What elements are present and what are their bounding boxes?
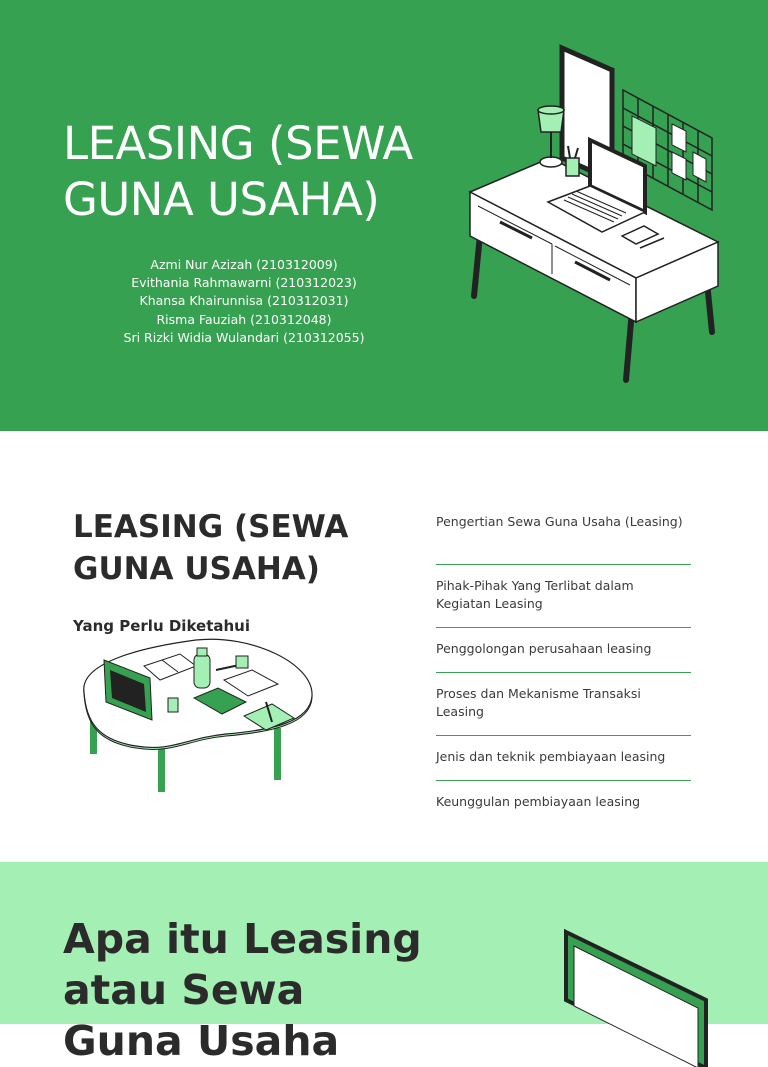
slide-title: LEASING (SEWA GUNA USAHA)	[63, 117, 413, 226]
list-item: Jenis dan teknik pembiayaan leasing	[436, 736, 691, 781]
slide-subtitle: Yang Perlu Diketahui	[73, 617, 250, 635]
monitor-illustration	[556, 928, 736, 1038]
author-name: Khansa Khairunnisa (210312031)	[139, 293, 349, 309]
list-item: Pihak-Pihak Yang Terlibat dalam Kegiatan Leasing	[436, 565, 691, 628]
study-table-illustration	[76, 636, 316, 796]
list-item: Penggolongan perusahaan leasing	[436, 628, 691, 673]
author-list	[100, 256, 388, 347]
slide-title: Apa itu Leasing atau Sewa Guna Usaha	[63, 915, 422, 1065]
list-item: Pengertian Sewa Guna Usaha (Leasing)	[436, 501, 691, 565]
author-name: Azmi Nur Azizah (210312009)	[150, 257, 338, 272]
definition-slide	[0, 862, 768, 1065]
author-name: Sri Rizki Widia Wulandari (210312055)	[123, 329, 365, 345]
overview-slide	[0, 431, 768, 862]
list-item: Keunggulan pembiayaan leasing	[436, 794, 641, 809]
title-slide	[0, 0, 768, 431]
slide-title: LEASING (SEWA GUNA USAHA)	[73, 509, 349, 587]
topic-list	[436, 501, 691, 825]
author-name: Evithania Rahmawarni (210312023)	[131, 275, 357, 291]
author-name: Risma Fauziah (210312048)	[156, 311, 332, 327]
list-item: Proses dan Mekanisme Transaksi Leasing	[436, 673, 691, 736]
desk-laptop-illustration	[460, 40, 730, 390]
